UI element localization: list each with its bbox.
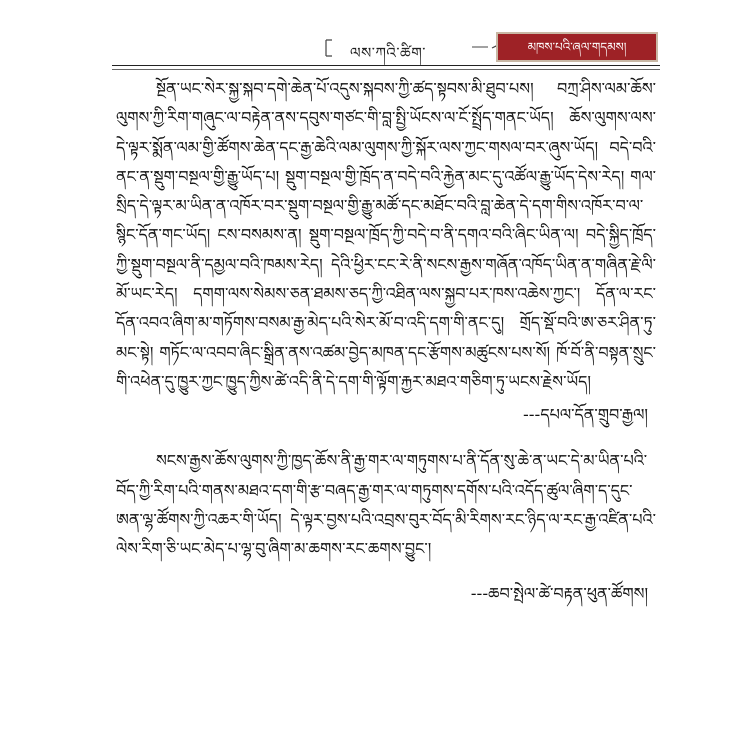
header-section-label: མཁས་པའི་ཞལ་གདམས།: [496, 32, 658, 62]
attribution-1: ---དཔལ་དོན་གྲུབ་རྒྱལ།: [523, 405, 648, 425]
page-header: [112, 28, 660, 68]
header-rule-thin: [112, 69, 660, 70]
attribution-2: ---ཆབ་སྤེལ་ཚེ་བརྟན་ཕུན་ཚོགས།: [470, 584, 648, 604]
paragraph-gap: [116, 430, 656, 446]
paragraph-2: སངས་རྒྱས་ཆོས་ལུགས་ཀྱི་ཁྱད་ཆོས་ནི་རྒྱ་གར་ལ་གཏུགས་པ་ནི་དོན་སུ་ཆེ་ན་ཡང་དེ་མ་ཡིན་པའི་བོད་ཀྱི་རིག་པའི་གནས་མཐའ་དག་གི་རྩ་བཞད་རྒྱ་གར་ལ་གཏུགས་དགོས་པའི་འདོད་ཚུལ་ཞིག་ད་དུང་ཨན་ལྷ་ཚོགས་ཀྱི་འཆར་གི་ཡོད། དེ་ལྟར་བྱས་པའི་འབྲས་བུར་བོད་མི་རིགས་རང་ཉིད་ལ་རང་རྒྱ་འཛིན་པའི་ལེས་རིག་ཅི་ཡང་མེད་པ་ལྷ་བུ་ཞིག་མ་ཆགས་རང་ཆགས་བྱུང་།: [116, 451, 656, 559]
paragraph-1: སྔོན་ཡང་སེར་སྐྱ་སྐབ་དགེ་ཆེན་པོ་འདུས་སྐབས་ཀྱི་ཚད་སྟབས་མི་ཐུབ་པས། བཀྲ་ཤིས་ལམ་ཆོས་ལུགས་ཀྱི་རིག་གཞུང་ལ་བརྟེན་ནས་དབུས་གཙང་གི་བླ་སྤྱི་ཡོངས་ལ་ངོ་སྤྲོད་གནང་ཡོད། ཆོས་ལུགས་ལས་དེ་ལྟར་སྨོན་ལམ་གྱི་ཚོགས་ཆེན་དང་རྒྱ་ཆེའི་ལམ་ལུགས་ཀྱི་སྐོར་ལས་ཀྱང་གསལ་བར་ཞུས་ཡོད། བདེ་བའི་ནང་ན་སྡུག་བསྔལ་གྱི་རྒྱུ་ཡོད་པ། སྡུག་བསྔལ་གྱི་ཁྲོད་ན་བདེ་བའི་རྐྱེན་མང་དུ་འཚོལ་རྒྱུ་ཡོད་དེས་རེད། གལ་སྲིད་དེ་ལྟར་མ་ཡིན་ན་འཁོར་བར་སྡུག་བསྔལ་གྱི་རྒྱུ་མཚོ་དང་མཐོང་བའི་བླ་ཆེན་དེ་དག་གིས་འཁོར་བ་ལ་སྙིང་དོན་གང་ཡོད། ངས་བསམས་ན། སྡུག་བསྔལ་ཁྲོད་ཀྱི་བདེ་བ་ནི་དགའ་བའི་ཞིང་ཡིན་ལ། བདེ་སྐྱིད་ཁྲོད་ཀྱི་སྡུག་བསྔལ་ནི་དམྱལ་བའི་ཁམས་རེད། དེའི་ཕྱིར་ངང་རེ་ནི་སངས་རྒྱས་གཞོན་འཁོད་ཡིན་ན་གཞིན་རྗེ་ལི་མོ་ཡང་རེད། དགག་ལས་སེམས་ཅན་ཐམས་ཅད་ཀྱི་འཐིན་ལས་སྐྱབ་པར་ཁས་འཆེས་ཀྱང་། དོན་ལ་རང་དོན་འབའ་ཞིག་མ་གཏོགས་བསམ་རྒྱ་མེད་པའི་སེར་མོ་བ་འདི་དག་གི་ནང་དུ། གྲོད་སྡོ་བའི་ཨ་ཅར་ཤིན་ཏུ་མང་སྟེ། གཏོང་ལ་འབབ་ཞིང་སྒྲིན་ནས་འཚམ་བྱེད་མཁན་དང་རྩོགས་མཚུངས་པས་སོ། ཁོ་བོ་ནི་བསྟན་སྲུང་གི་འཕེན་དུ་ཁྱུར་ཀྱང་ཁྱུད་ཀྱིས་ཚེ་འདི་ནི་དེ་དག་གི་ལྟོག་རྐྱར་མཐའ་གཅིག་ཏུ་ཡངས་རྗེས་ཡོད།: [116, 79, 656, 391]
article-body: [116, 74, 656, 609]
header-ornament-title: ལས་ཀའི་ཚིག་: [350, 44, 426, 62]
header-rule: [112, 65, 660, 66]
